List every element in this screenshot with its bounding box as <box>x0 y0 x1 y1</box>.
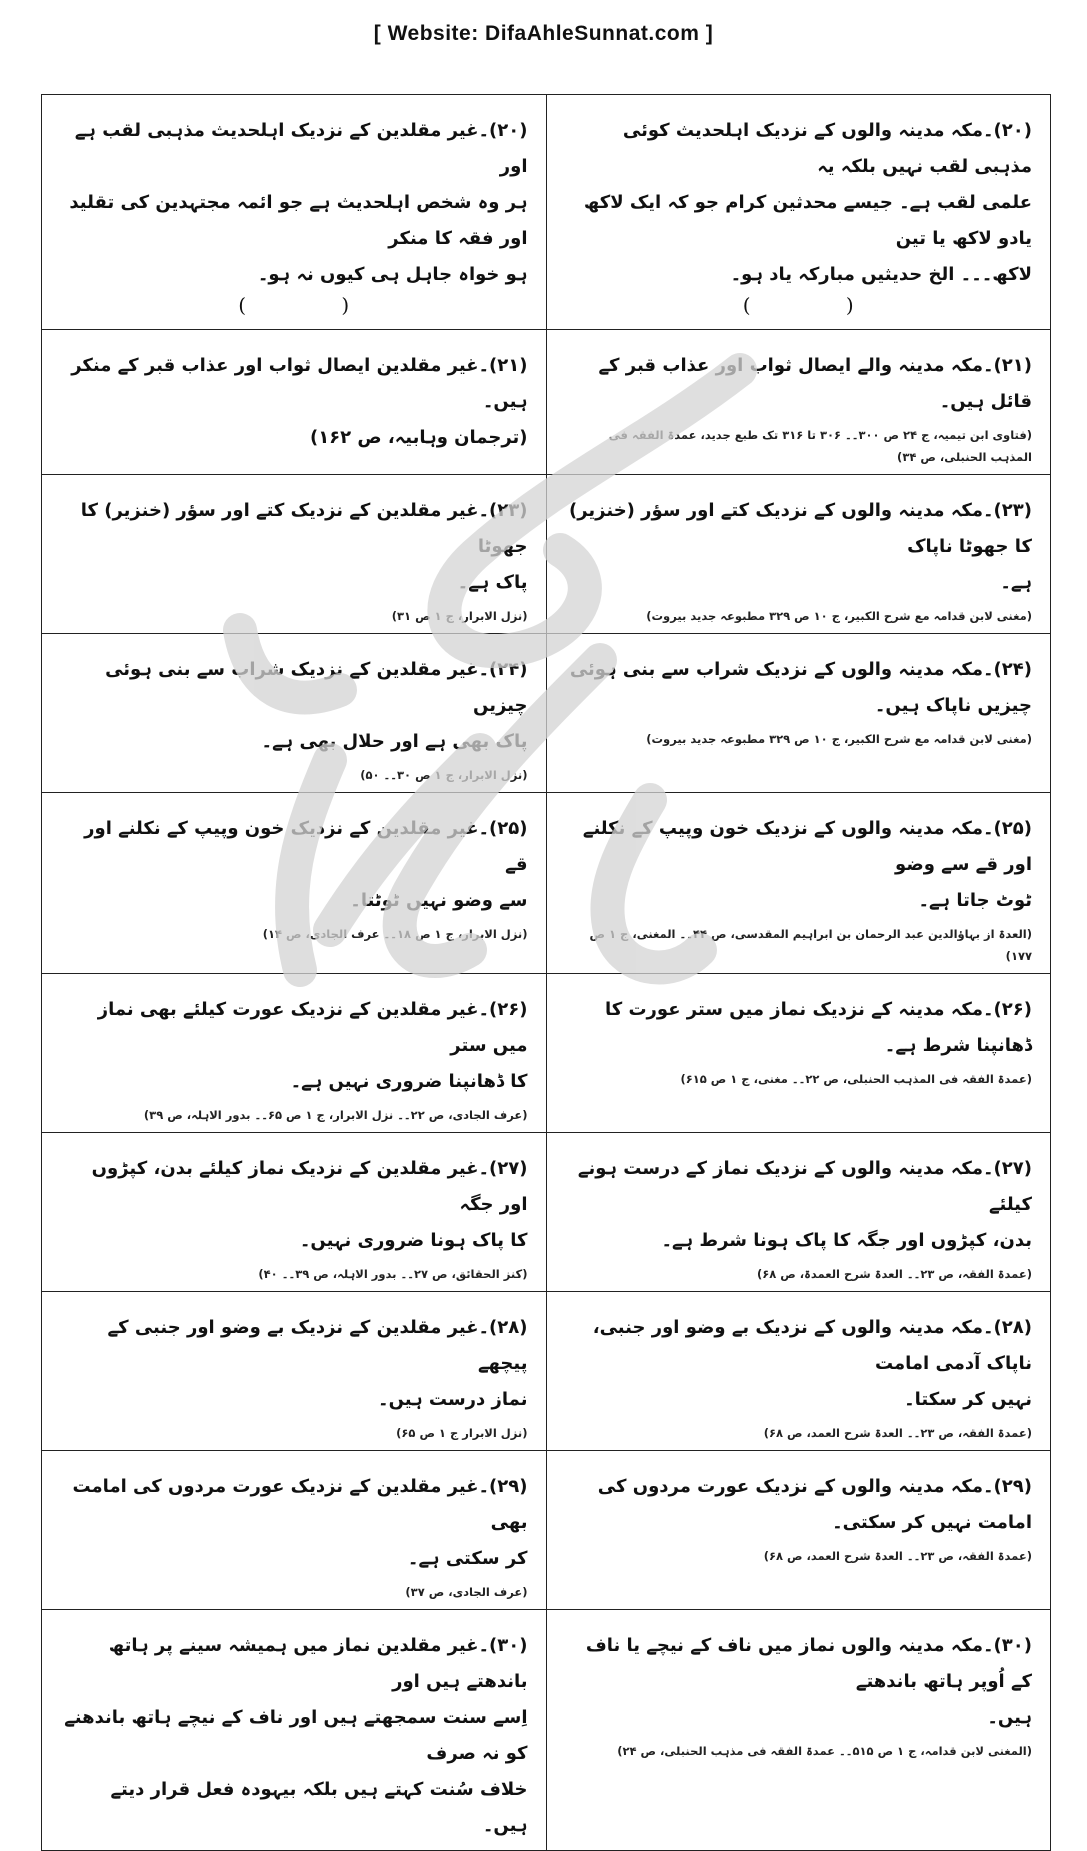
makkah-madinah-cell <box>546 1133 1051 1292</box>
ghair-muqallideen-cell <box>42 634 547 793</box>
statement-line: (۲۵)۔غیر مقلدین کے نزدیک خون وپیپ کے نکلنے اور قے <box>84 818 528 875</box>
ghair-muqallideen-cell <box>42 1133 547 1292</box>
empty-reference: ( ) <box>742 293 854 317</box>
table-row <box>42 95 1051 330</box>
statement-line: (۲۸)۔غیر مقلدین کے نزدیک بے وضو اور جنبی کے پیچھے <box>107 1317 528 1374</box>
reference-citation: (کنز الحقائق، ص ۲۷۔۔ بدور الاہلہ، ص ۳۹۔۔ ۴۰) <box>258 1267 528 1281</box>
makkah-madinah-cell <box>546 1292 1051 1451</box>
statement-line: (۳۰)۔غیر مقلدین نماز میں ہمیشہ سینے پر ہاتھ باندھتے ہیں اور <box>108 1635 528 1692</box>
statement-line: (۲۷)۔مکہ مدینہ والوں کے نزدیک نماز کے درست ہونے کیلئے <box>577 1158 1032 1215</box>
statement-line: (۲۹)۔غیر مقلدین کے نزدیک عورت مردوں کی امامت بھی <box>72 1476 528 1533</box>
empty-reference: ( ) <box>238 293 350 317</box>
statement-line: (۲۸)۔مکہ مدینہ والوں کے نزدیک بے وضو اور جنبی، ناپاک آدمی امامت <box>592 1317 1032 1374</box>
statement-line: (۲۴)۔مکہ مدینہ والوں کے نزدیک شراب سے بنی ہوئی چیزیں ناپاک ہیں۔ <box>569 659 1032 716</box>
statement-line: (۲۶)۔مکہ مدینہ کے نزدیک نماز میں ستر عورت کا ڈھانپنا شرط ہے۔ <box>604 999 1032 1056</box>
statement-line: سے وضو نہیں ٹوٹتا۔ <box>350 890 528 911</box>
reference-citation: (عمدۃ الفقہ فی المذہب الحنبلی، ص ۲۲۔۔ مغنی، ج ۱ ص ۶۱۵) <box>680 1072 1032 1086</box>
reference-citation: (عرف الجادی، ص ۳۷) <box>405 1585 528 1599</box>
statement-line: کا ڈھانپنا ضروری نہیں ہے۔ <box>290 1071 528 1092</box>
makkah-madinah-cell <box>546 95 1051 330</box>
ghair-muqallideen-cell <box>42 475 547 634</box>
makkah-madinah-cell <box>546 475 1051 634</box>
statement-line: نماز درست ہیں۔ <box>378 1389 528 1410</box>
reference-citation: (نزل الابرار ج ۱ ص ۶۵) <box>396 1426 528 1440</box>
ghair-muqallideen-cell <box>42 95 547 330</box>
ghair-muqallideen-cell <box>42 974 547 1133</box>
statement-line: ہے۔ <box>1000 572 1032 593</box>
comparison-table <box>41 94 1051 1851</box>
statement-line: خلاف سُنت کہتے ہیں بلکہ بیہودہ فعل قرار دیتے ہیں۔ <box>110 1779 528 1836</box>
reference-citation: (عمدۃ الفقہ، ص ۲۳۔۔ العدۃ شرح العمدۃ، ص ۶۸) <box>756 1267 1032 1281</box>
statement-line: اِسے سنت سمجھتے ہیں اور ناف کے نیچے ہاتھ باندھنے کو نہ صرف <box>64 1707 528 1764</box>
website-header: [ Website: DifaAhleSunnat.com ] <box>373 22 714 45</box>
statement-line: (۲۳)۔غیر مقلدین کے نزدیک کتے اور سؤر (خنزیر) کا جھوٹا <box>80 500 528 557</box>
statement-line: علمی لقب ہے۔ جیسے محدثین کرام جو کہ ایک لاکھ یادو لاکھ یا تین <box>583 192 1032 249</box>
statement-line: (۲۶)۔غیر مقلدین کے نزدیک عورت کیلئے بھی نماز میں ستر <box>97 999 528 1056</box>
makkah-madinah-cell <box>546 1610 1051 1851</box>
statement-line: (۲۱)۔مکہ مدینہ والے ایصال ثواب اور عذاب قبر کے قائل ہیں۔ <box>598 355 1032 412</box>
statement-line: ہیں۔ <box>987 1707 1032 1728</box>
reference-citation: (نزل الابرار، ج ۱ ص ۳۰۔۔ ۵۰) <box>360 768 528 782</box>
statement-line: (۲۴)۔غیر مقلدین کے نزدیک شراب سے بنی ہوئی چیزیں <box>105 659 528 716</box>
statement-line: (۲۳)۔مکہ مدینہ والوں کے نزدیک کتے اور سؤر (خنزیر) کا جھوٹا ناپاک <box>568 500 1032 557</box>
reference-citation: (نزل الابرار، ج ۱ ص ۱۸۔۔ عرف الجادی، ص ۱۴) <box>262 927 528 941</box>
table-row <box>42 974 1051 1133</box>
reference-citation: (نزل الابرار، ج ۱ ص ۳۱) <box>391 609 528 623</box>
ghair-muqallideen-cell <box>42 1451 547 1610</box>
statement-line: (ترجمان وہابیہ، ص ۱۶۲) <box>309 427 528 448</box>
ghair-muqallideen-cell <box>42 1292 547 1451</box>
table-row <box>42 330 1051 475</box>
reference-citation: (مغنی لابن قدامہ مع شرح الکبیر، ج ۱۰ ص ۳۲۹ مطبوعہ جدید بیروت) <box>646 609 1032 623</box>
table-row <box>42 1610 1051 1851</box>
table-row <box>42 1133 1051 1292</box>
makkah-madinah-cell <box>546 1451 1051 1610</box>
table-row <box>42 1292 1051 1451</box>
makkah-madinah-cell <box>546 974 1051 1133</box>
table-row <box>42 1451 1051 1610</box>
table-row <box>42 475 1051 634</box>
statement-line: ہر وہ شخص اہلحدیث ہے جو ائمہ مجتہدین کی تقلید اور فقہ کا منکر <box>69 192 528 249</box>
reference-citation: (العدۃ از بہاؤالدین عبد الرحمان بن ابراہیم المقدسی، ص ۴۴۔۔ المغنی، ج ۱ ص ۱۷۷) <box>589 927 1032 963</box>
statement-line: (۲۰)۔مکہ مدینہ والوں کے نزدیک اہلحدیث کوئی مذہبی لقب نہیں بلکہ یہ <box>622 120 1032 177</box>
statement-line: کا پاک ہونا ضروری نہیں۔ <box>299 1230 528 1251</box>
statement-line: (۲۵)۔مکہ مدینہ والوں کے نزدیک خون وپیپ کے نکلنے اور قے سے وضو <box>582 818 1032 875</box>
ghair-muqallideen-cell <box>42 1610 547 1851</box>
reference-citation: (عمدۃ الفقہ، ص ۲۳۔۔ العدۃ شرح العمد، ص ۶۸) <box>763 1549 1032 1563</box>
ghair-muqallideen-cell <box>42 330 547 475</box>
statement-line: بدن، کپڑوں اور جگہ کا پاک ہونا شرط ہے۔ <box>661 1230 1032 1251</box>
statement-line: ٹوٹ جاتا ہے۔ <box>918 890 1032 911</box>
table-row <box>42 793 1051 974</box>
statement-line: پاک بھی ہے اور حلال بھی ہے۔ <box>261 731 528 752</box>
statement-line: (۲۰)۔غیر مقلدین کے نزدیک اہلحدیث مذہبی لقب ہے اور <box>74 120 528 177</box>
reference-citation: (عمدۃ الفقہ، ص ۲۳۔۔ العدۃ شرح العمد، ص ۶۸) <box>763 1426 1032 1440</box>
ghair-muqallideen-cell <box>42 793 547 974</box>
statement-line: (۲۹)۔مکہ مدینہ والوں کے نزدیک عورت مردوں کی امامت نہیں کر سکتی۔ <box>597 1476 1032 1533</box>
statement-line: (۲۷)۔غیر مقلدین کے نزدیک نماز کیلئے بدن، کپڑوں اور جگہ <box>91 1158 528 1215</box>
table-row <box>42 634 1051 793</box>
makkah-madinah-cell <box>546 793 1051 974</box>
reference-citation: (عرف الجادی، ص ۲۲۔۔ نزل الابرار، ج ۱ ص ۶۵۔۔ بدور الاہلہ، ص ۳۹) <box>143 1108 528 1122</box>
statement-line: پاک ہے۔ <box>457 572 528 593</box>
makkah-madinah-cell <box>546 330 1051 475</box>
reference-citation: (مغنی لابن قدامہ مع شرح الکبیر، ج ۱۰ ص ۳۲۹ مطبوعہ جدید بیروت) <box>646 732 1032 746</box>
statement-line: (۳۰)۔مکہ مدینہ والوں نماز میں ناف کے نیچے یا ناف کے اُوپر ہاتھ باندھتے <box>585 1635 1032 1692</box>
statement-line: نہیں کر سکتا۔ <box>904 1389 1032 1410</box>
reference-citation: (فتاوی ابن تیمیہ، ج ۲۴ ص ۳۰۰۔۔ ۳۰۶ تا ۳۱۶ تک طبع جدید، عمدۃ الفقہ فی المذہب الحنبلی، ص ۳۴) <box>608 428 1032 464</box>
statement-line: کر سکتی ہے۔ <box>407 1548 528 1569</box>
statement-line: لاکھ۔۔۔ الخ حدیثیں مبارکہ یاد ہو۔ <box>730 264 1032 285</box>
reference-citation: (المغنی لابن قدامہ، ج ۱ ص ۵۱۵۔۔ عمدۃ الفقہ فی مذہب الحنبلی، ص ۲۴) <box>617 1744 1032 1758</box>
makkah-madinah-cell <box>546 634 1051 793</box>
statement-line: ہو خواہ جاہل ہی کیوں نہ ہو۔ <box>257 264 528 285</box>
statement-line: (۲۱)۔غیر مقلدین ایصال ثواب اور عذاب قبر کے منکر ہیں۔ <box>71 355 528 412</box>
